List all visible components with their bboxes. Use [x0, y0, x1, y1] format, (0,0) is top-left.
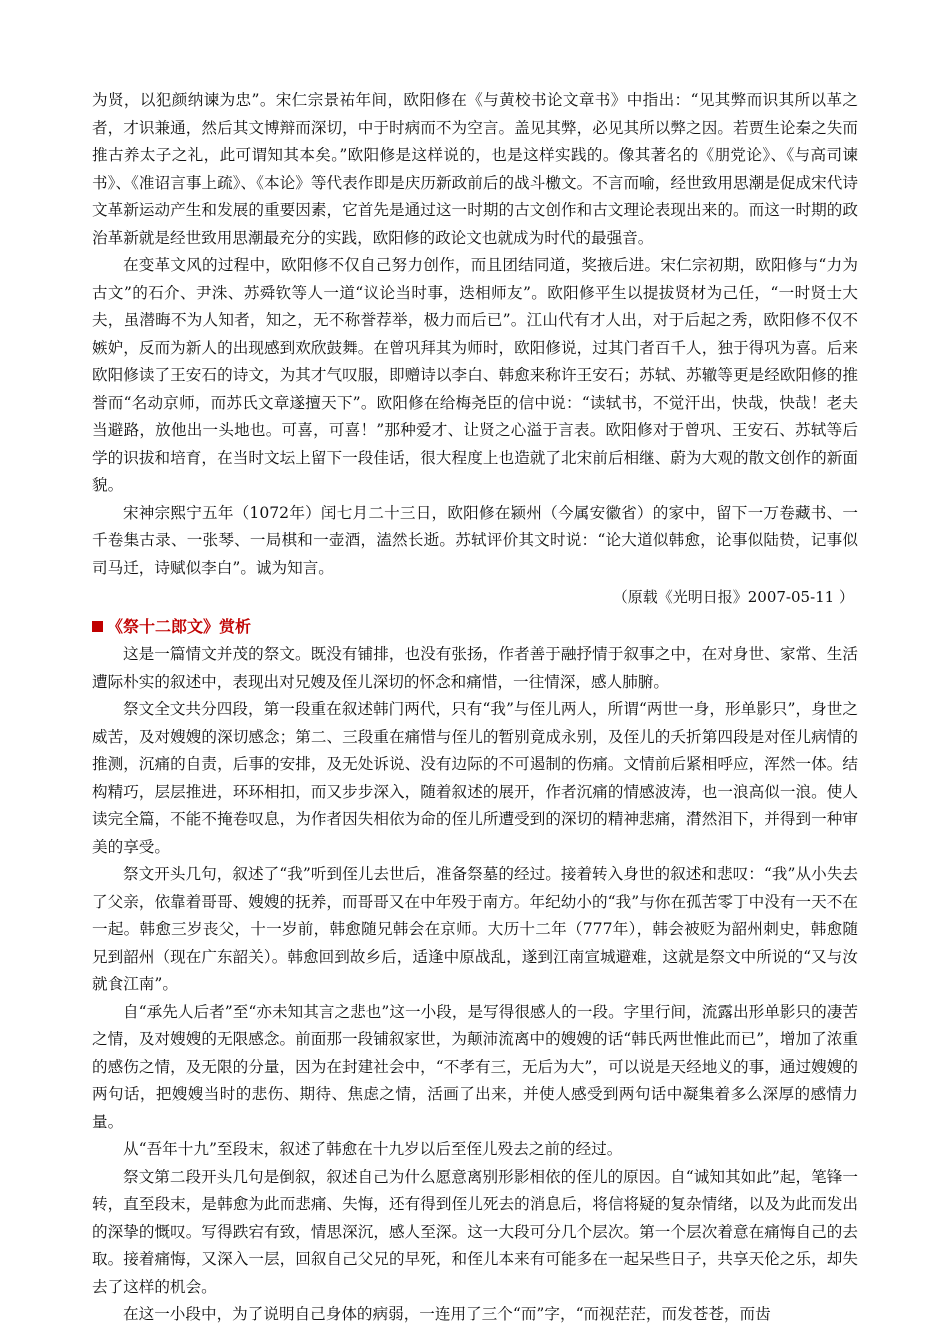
square-bullet-icon [92, 621, 103, 632]
body-paragraph: 为贤，以犯颜纳谏为忠”。宋仁宗景祐年间，欧阳修在《与黄校书论文章书》中指出：“见其弊而识其所以革之者，才识兼通，然后其文博辩而深切，中于时病而不为空言。盖见其弊，必见其所以弊之因。若贾生论秦之失而推古养太子之礼，此可谓知其本矣。”欧阳修是这样说的，也是这样实践的。像其著名的《朋党论》、《与高司谏书》、《准诏言事上疏》、《本论》等代表作即是庆历新政前后的战斗檄文。不言而喻，经世致用思潮是促成宋代诗文革新运动产生和发展的重要因素，它首先是通过这一时期的古文创作和古文理论表现出来的。而这一时期的政治革新就是经世致用思潮最充分的实践，欧阳修的政论文也就成为时代的最强音。 [92, 91, 858, 247]
body-paragraph: 这是一篇情文并茂的祭文。既没有铺排，也没有张扬，作者善于融抒情于叙事之中，在对身世、家常、生活遭际朴实的叙述中，表现出对兄嫂及侄儿深切的怀念和痛惜，一往情深，感人肺腑。 [92, 645, 858, 691]
body-paragraph: 从“吾年十九”至段末，叙述了韩愈在十九岁以后至侄儿殁去之前的经过。 [123, 1140, 623, 1158]
body-paragraph: 宋神宗熙宁五年（1072年）闰七月二十三日，欧阳修在颍州（今属安徽省）的家中，留下一万卷藏书、一千卷集古录、一张琴、一局棋和一壶酒，溘然长逝。苏轼评价其文时说：“论大道似韩愈，论事似陆贽，记事似司马迁，诗赋似李白”。诚为知言。 [92, 503, 858, 577]
body-paragraph: 祭文第二段开头几句是倒叙，叙述自己为什么愿意离别形影相依的侄儿的原因。自“诚知其如此”起，笔锋一转，直至段末，是韩愈为此而悲痛、失悔，还有得到侄儿死去的消息后，将信将疑的复杂情绪，以及为此而发出的深挚的慨叹。写得跌宕有致，情思深沉，感人至深。这一大段可分几个层次。第一个层次着意在痛悔自己的去取。接着痛悔，又深入一层，回叙自己父兄的早死，和侄儿本来有可能多在一起呆些日子，共享天伦之乐，却失去了这样的机会。 [92, 1167, 858, 1296]
section-heading [92, 613, 858, 641]
document-page [92, 87, 858, 1329]
body-paragraph: 祭文全文共分四段，第一段重在叙述韩门两代，只有“我”与侄儿两人，所谓“两世一身，形单影只”，身世之威苦，及对嫂嫂的深切感念；第二、三段重在痛惜与侄儿的暂别竟成永别，及侄儿的夭折第四段是对侄儿病情的推测，沉痛的自责，后事的安排，及无处诉说、没有边际的不可遏制的伤痛。文情前后紧相呼应，浑然一体。结构精巧，层层推进，环环相扣，而又步步深入，随着叙述的展开，作者沉痛的情感波涛，也一浪高似一浪。使人读完全篇，不能不掩卷叹息，为作者因失相依为命的侄儿所遭受到的深切的精神悲痛，潸然泪下，并得到一种审美的享受。 [92, 700, 858, 856]
body-paragraph: 在这一小段中，为了说明自己身体的病弱，一连用了三个“而”字，“而视茫茫，而发苍苍，而齿 [123, 1305, 771, 1323]
body-paragraph: 在变革文风的过程中，欧阳修不仅自己努力创作，而且团结同道，奖掖后进。宋仁宗初期，欧阳修与“力为古文”的石介、尹洙、苏舜钦等人一道“议论当时事，迭相师友”。欧阳修平生以提拔贤材为己任，“一时贤士大夫，虽潜晦不为人知者，知之，无不称誉荐举，极力而后已”。江山代有才人出，对于后起之秀，欧阳修不仅不嫉妒，反而为新人的出现感到欢欣鼓舞。在曾巩拜其为师时，欧阳修说，过其门者百千人，独于得巩为喜。后来欧阳修读了王安石的诗文，为其才气叹服，即赠诗以李白、韩愈来称许王安石；苏轼、苏辙等更是经欧阳修的推誉而“名动京师，而苏氏文章遂擅天下”。欧阳修在给梅尧臣的信中说：“读轼书，不觉汗出，快哉，快哉！老夫当避路，放他出一头地也。可喜，可喜！”那种爱才、让贤之心溢于言表。欧阳修对于曾巩、王安石、苏轼等后学的识拔和培育，在当时文坛上留下一段佳话，很大程度上也造就了北宋前后相继、蔚为大观的散文创作的新面貌。 [92, 256, 858, 494]
body-paragraph: 祭文开头几句，叙述了“我”听到侄儿去世后，准备祭墓的经过。接着转入身世的叙述和悲叹：“我”从小失去了父亲，依靠着哥哥、嫂嫂的抚养，而哥哥又在中年殁于南方。年纪幼小的“我”与你在孤苦零丁中没有一天不在一起。韩愈三岁丧父，十一岁前，韩愈随兄韩会在京师。大历十二年（777年），韩会被贬为韶州刺史，韩愈随兄到韶州（现在广东韶关）。韩愈回到故乡后，适逢中原战乱，遂到江南宣城避难，这就是祭文中所说的“又与汝就食江南”。 [92, 865, 858, 993]
section-heading-text: 《祭十二郎文》赏析 [107, 617, 252, 636]
body-paragraph: 自“承先人后者”至“亦未知其言之悲也”这一小段，是写得很感人的一段。字里行间，流露出形单影只的凄苦之情，及对嫂嫂的无限感念。前面那一段铺叙家世，为颠沛流离中的嫂嫂的话“韩氏两世惟此而已”，增加了浓重的感伤之情，及无限的分量，因为在封建社会中，“不孝有三，无后为大”，可以说是天经地义的事，通过嫂嫂的两句话，把嫂嫂当时的悲伤、期待、焦虑之情，活画了出来，并使人感受到两句话中凝集着多么深厚的感情力量。 [92, 1002, 858, 1131]
source-citation: （原载《光明日报》2007-05-11 ） [612, 588, 854, 606]
